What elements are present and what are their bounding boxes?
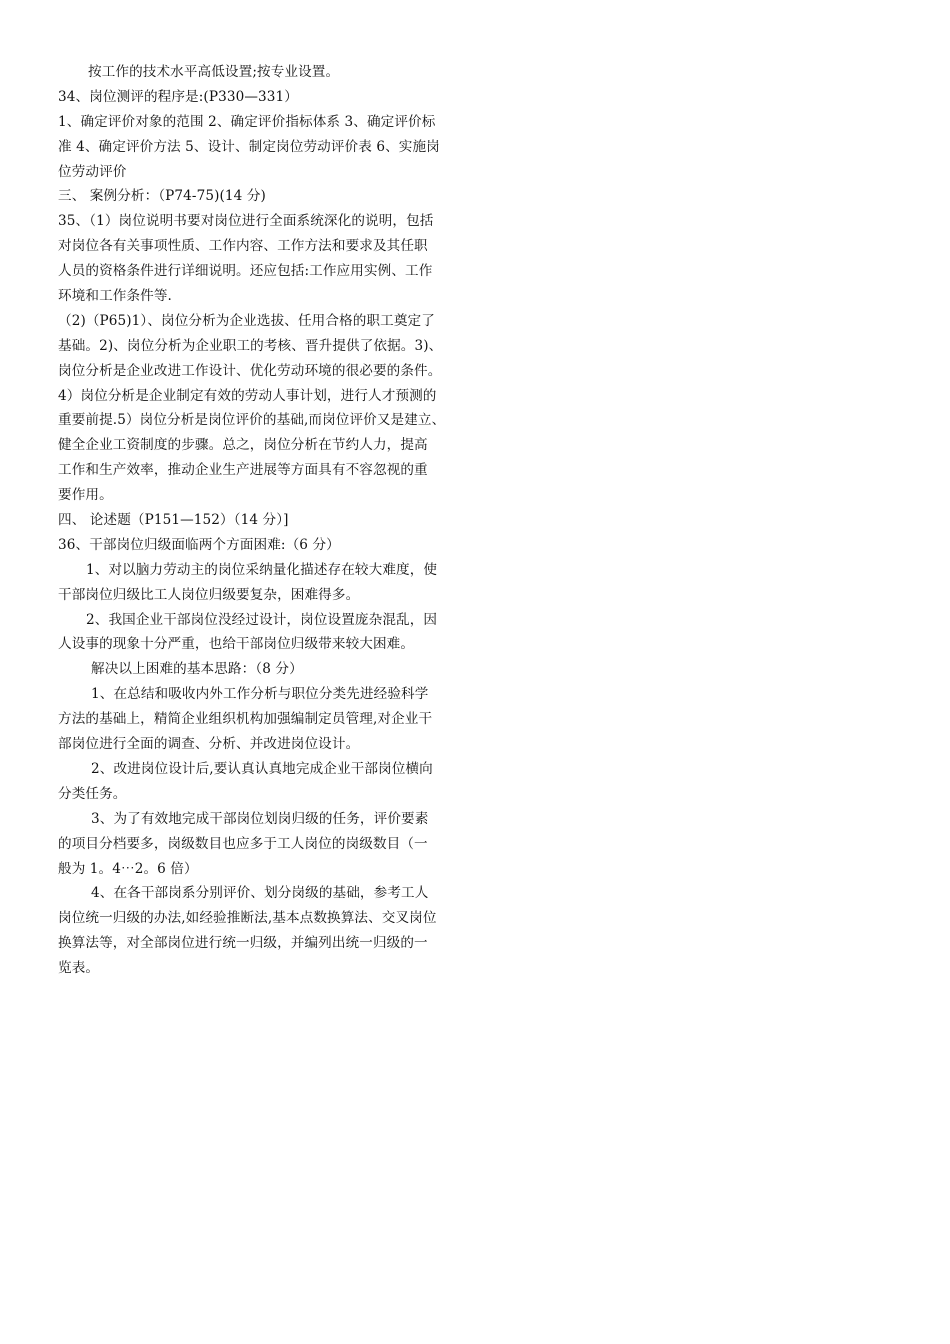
text-line: （2)（P65)1）、岗位分析为企业选拔、任用合格的职工奠定了 xyxy=(58,312,435,329)
text-line: 人设事的现象十分严重，也给干部岗位归级带来较大困难。 xyxy=(58,636,415,653)
text-line: 分类任务。 xyxy=(58,785,127,802)
text-line: 干部岗位归级比工人岗位归级要复杂，困难得多。 xyxy=(58,586,360,603)
text-line: 部岗位进行全面的调查、分析、并改进岗位设计。 xyxy=(58,736,360,753)
text-line: 准 4、确定评价方法 5、设计、制定岗位劳动评价表 6、实施岗 xyxy=(58,138,440,155)
text-line: 对岗位各有关事项性质、工作内容、工作方法和要求及其任职 xyxy=(58,238,428,255)
text-line: 般为 1。4⋯2。6 倍） xyxy=(58,860,198,877)
text-line: 3、为了有效地完成干部岗位划岗归级的任务，评价要素 xyxy=(91,810,429,827)
text-line: 2、改进岗位设计后,要认真认真地完成企业干部岗位横向 xyxy=(91,760,433,777)
text-line: 方法的基础上，精简企业组织机构加强编制定员管理,对企业干 xyxy=(58,711,433,728)
document-page xyxy=(58,60,478,981)
section-4-heading: 四、 论述题（P151—152）（14 分）] xyxy=(58,512,289,529)
text-line: 要作用。 xyxy=(58,487,113,504)
text-line: 4、在各干部岗系分别评价、划分岗级的基础，参考工人 xyxy=(91,885,429,902)
text-line: 的项目分档要多，岗级数目也应多于工人岗位的岗级数目（一 xyxy=(58,835,428,852)
text-line: 4）岗位分析是企业制定有效的劳动人事计划，进行人才预测的 xyxy=(58,387,437,404)
question-34-heading: 34、岗位测评的程序是:(P330—331） xyxy=(58,88,298,105)
text-line: 1、在总结和吸收内外工作分析与职位分类先进经验科学 xyxy=(91,686,429,703)
text-line: 基础。2)、岗位分析为企业职工的考核、晋升提供了依据。3)、 xyxy=(58,337,443,354)
text-line: 按工作的技术水平高低设置;按专业设置。 xyxy=(88,64,340,80)
text-line: 岗位分析是企业改进工作设计、优化劳动环境的很必要的条件。 xyxy=(58,362,442,379)
question-36-heading: 36、干部岗位归级面临两个方面困难:（6 分） xyxy=(58,536,340,553)
text-line: 位劳动评价 xyxy=(58,163,127,180)
text-line: 解决以上困难的基本思路：（8 分） xyxy=(91,661,303,678)
question-35-heading: 35、（1）岗位说明书要对岗位进行全面系统深化的说明，包括 xyxy=(58,213,434,230)
text-line: 重要前提.5）岗位分析是岗位评价的基础,而岗位评价又是建立、 xyxy=(58,412,446,429)
text-line: 2、我国企业干部岗位没经过设计，岗位设置庞杂混乱，因 xyxy=(86,611,438,628)
section-3-heading: 三、 案例分析：（P74-75)(14 分) xyxy=(58,188,266,205)
text-line: 人员的资格条件进行详细说明。还应包括:工作应用实例、工作 xyxy=(58,263,433,280)
text-line: 工作和生产效率，推动企业生产进展等方面具有不容忽视的重 xyxy=(58,462,428,479)
text-line: 览表。 xyxy=(58,960,100,977)
text-line: 环境和工作条件等. xyxy=(58,288,172,305)
text-line: 1、确定评价对象的范围 2、确定评价指标体系 3、确定评价标 xyxy=(58,113,436,130)
text-line: 岗位统一归级的办法,如经验推断法,基本点数换算法、交叉岗位 xyxy=(58,910,437,927)
text-line: 健全企业工资制度的步骤。总之，岗位分析在节约人力，提高 xyxy=(58,437,428,454)
text-line: 1、对以脑力劳动主的岗位采纳量化描述存在较大难度，使 xyxy=(86,561,438,578)
text-line: 换算法等，对全部岗位进行统一归级，并编列出统一归级的一 xyxy=(58,935,428,952)
